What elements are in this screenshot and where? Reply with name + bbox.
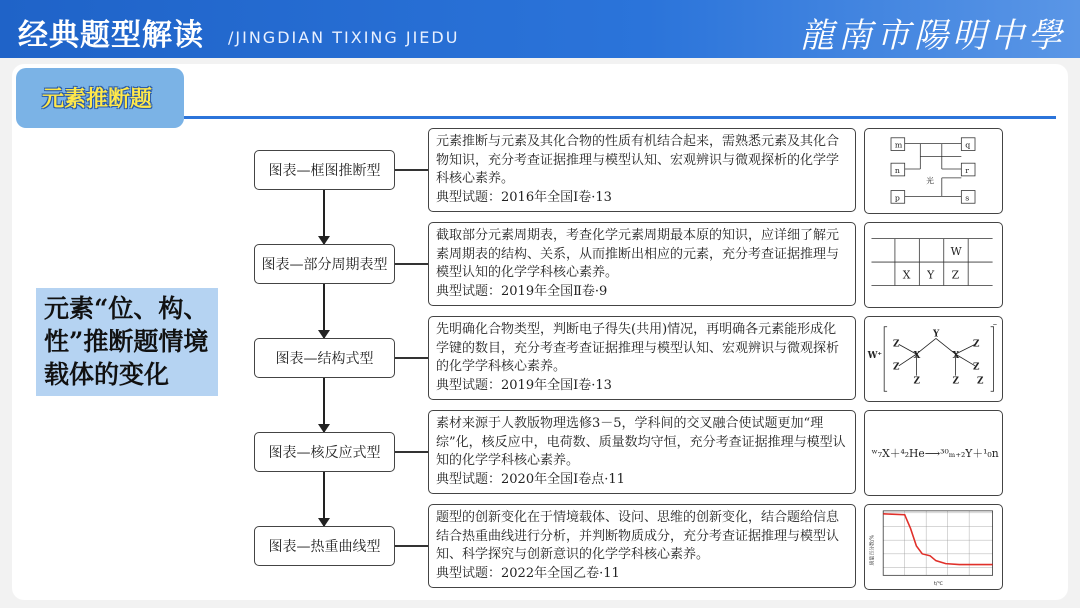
atom-z: Z [952,376,959,387]
atom-x: X [913,351,921,362]
box-diagram-image [864,128,1003,214]
cell-w: W [950,245,962,259]
atom-z: Z [913,376,920,387]
thermo-xlabel: t/℃ [933,581,944,588]
box-diagram-svg [865,129,1002,213]
label-s: s [965,193,970,203]
periodic-table-image [864,222,1003,308]
label-r: r [965,165,969,175]
connector [395,263,429,265]
stage-description [428,316,856,400]
description-text: 元素推断与元素及其化合物的性质有机结合起来，需熟悉元素及其化合物知识，充分考查证据推理与模型认知、宏观辨识与微观探析的化学学科核心素养。 [436,134,840,186]
thermogravimetric-curve-image [864,504,1003,590]
atom-z: Z [892,362,900,373]
label-p: p [894,193,900,203]
description-text: 截取部分元素周期表，考查化学元素周期最本原的知识，应详细了解元素周期表的结构、关系，从而推断出相应的元素，充分考查证据推理与模型认知的化学学科核心素养。 [436,228,840,280]
stage-description [428,410,856,494]
atom-z: Z [973,339,980,350]
example-text: 典型试题：2020年全国Ⅰ卷点·11 [436,471,625,487]
stage-box: 图表—部分周期表型 [254,244,395,284]
cell-y: Y [927,268,935,282]
description-text: 题型的创新变化在于情境载体、设问、思维的创新变化，结合题给信息结合热重曲线进行分析，并判断物质成分，充分考查证据推理与模型认知、科学探究与创新意识的化学学科核心素养。 [436,510,840,562]
structure-formula-svg [865,317,1002,401]
connector [395,545,429,547]
nuclear-equation-svg [865,411,1002,495]
example-text: 典型试题：2019年全国Ⅰ卷·13 [436,377,612,393]
nuclear-equation-image [864,410,1003,496]
section-tag-label: 元素推断题 [42,87,153,112]
connector [395,357,429,359]
stage-box: 图表—核反应式型 [254,432,395,472]
example-text: 典型试题：2016年全国Ⅰ卷·13 [436,189,612,205]
label-n: n [894,165,900,175]
label-light: 光 [926,176,934,186]
thermo-ylabel: 质量百分数/% [869,534,876,566]
periodic-table-svg [865,223,1002,307]
page-subtitle: /JINGDIAN TIXING JIEDU [228,28,460,47]
charge-label: ⁻ [992,321,998,332]
example-text: 典型试题：2022年全国乙卷·11 [436,565,620,581]
stage-description [428,222,856,306]
stage-box: 图表—结构式型 [254,338,395,378]
label-m: m [894,140,903,150]
connector [395,169,429,171]
connector [395,451,429,453]
nuclear-equation: ʷ₇X＋⁴₂He⟶³⁰ₘ₊₂Y＋¹₀n [871,446,999,460]
page-title: 经典题型解读 [18,18,204,53]
atom-y: Y [933,329,940,340]
stage-box: 图表—框图推断型 [254,150,395,190]
cell-z: Z [951,268,960,282]
school-name: 龍南市陽明中學 [800,16,1066,56]
section-divider [184,116,1056,119]
thermo-curve-svg [865,505,1002,589]
atom-x: X [952,351,960,362]
stage-description [428,504,856,588]
atom-z: Z [976,376,984,387]
section-tag [16,68,184,128]
atom-z: Z [892,339,900,350]
example-text: 典型试题：2019年全国Ⅱ卷·9 [436,283,608,299]
description-text: 素材来源于人教版物理选修3－5，学科间的交叉融合使试题更加“理综”化，核反应中，电荷数、质量数均守恒，充分考查证据推理与模型认知的化学学科核心素养。 [436,416,846,468]
cell-x: X [902,268,911,282]
topic-box [36,288,218,396]
description-text: 先明确化合物类型，判断电子得失(共用)情况，再明确各元素能形成化学键的数目，充分考查考查证据推理与模型认知、宏观辨识与微观探析的化学学科核心素养。 [436,322,840,374]
topic-text: 元素“位、构、性”推断题情境载体的变化 [44,294,209,389]
header-bar [0,0,1080,58]
label-q: q [965,140,971,150]
atom-z: Z [973,362,980,373]
structure-formula-image [864,316,1003,402]
stage-description [428,128,856,212]
cation-label: W⁺ [867,351,883,362]
stage-box: 图表—热重曲线型 [254,526,395,566]
